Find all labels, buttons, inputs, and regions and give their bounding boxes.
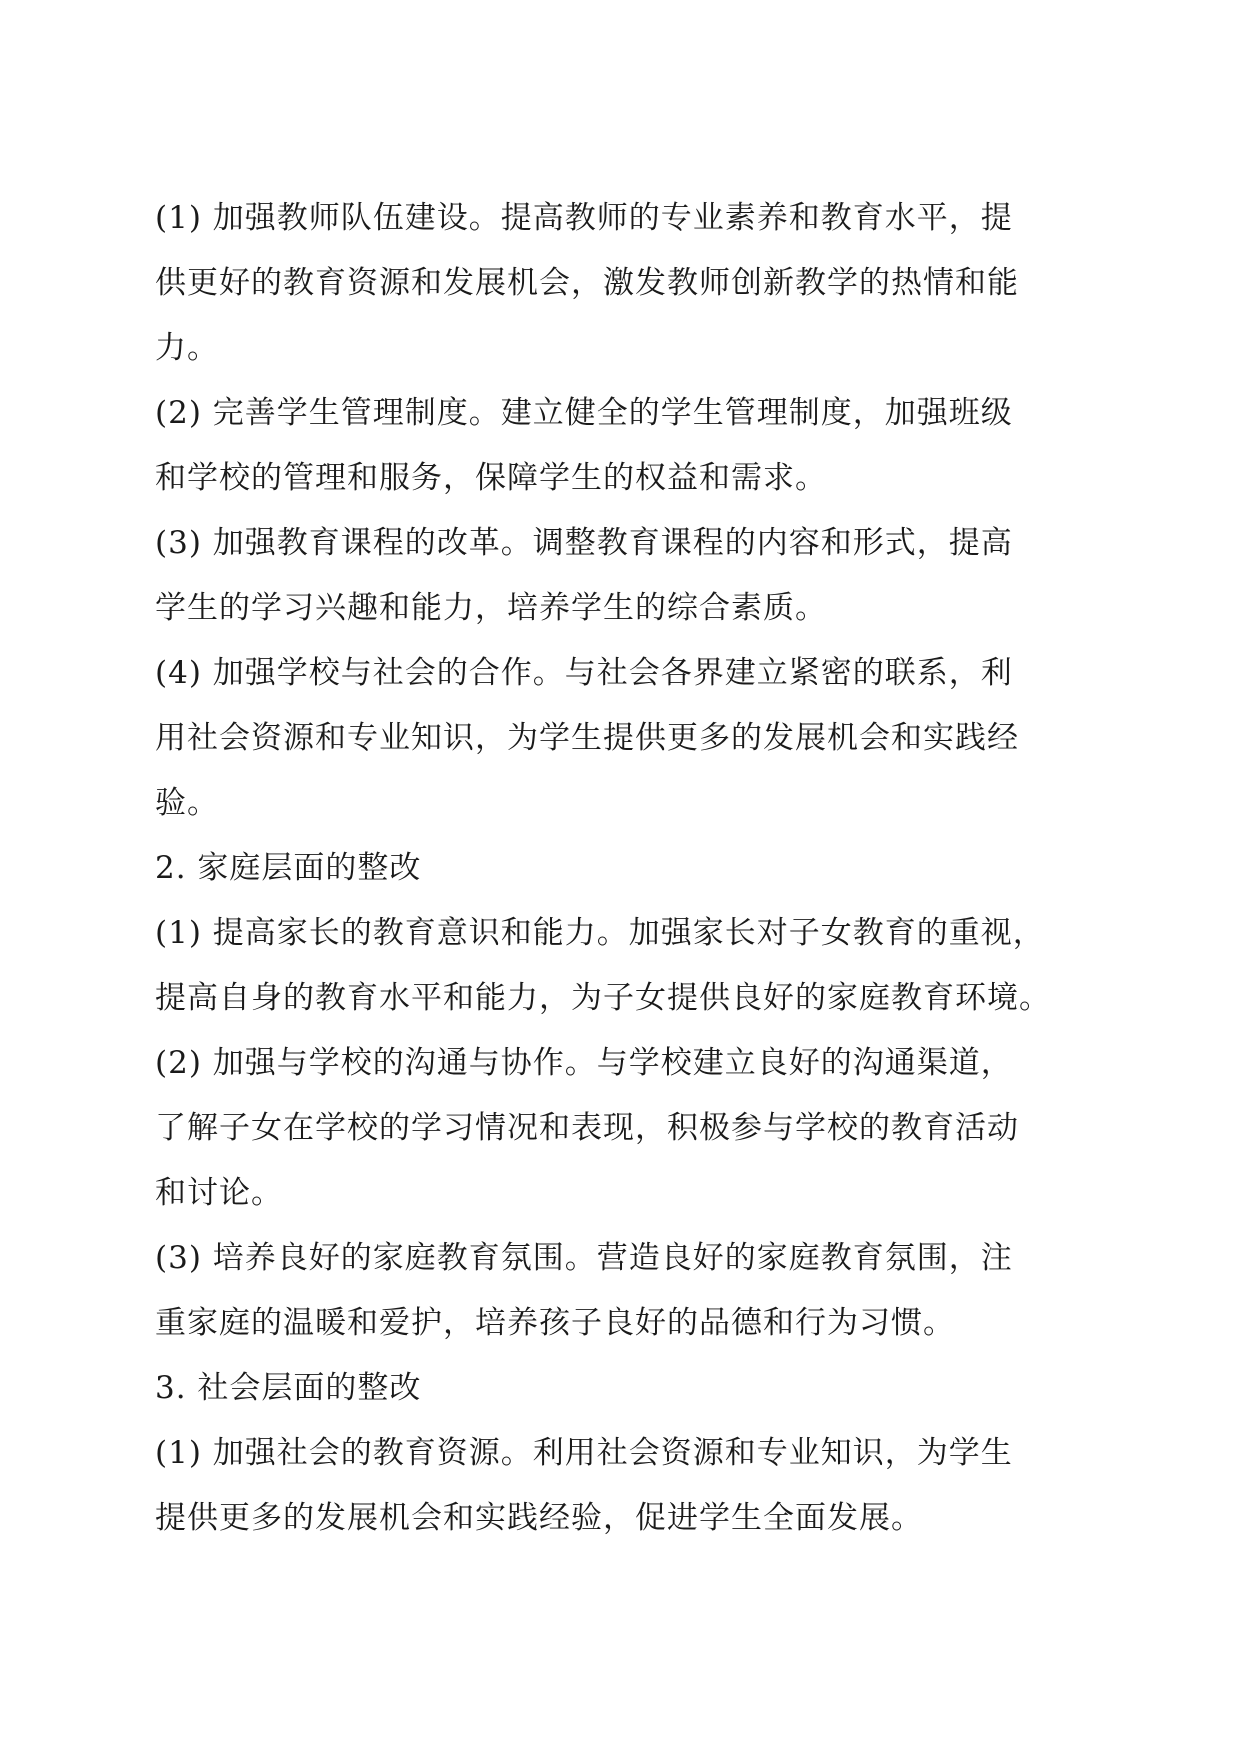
paragraph-family-2 [155,1031,1085,1226]
text-line: 用社会资源和专业知识，为学生提供更多的发展机会和实践经 [155,720,1019,756]
text-line: (2) 加强与学校的沟通与协作。与学校建立良好的沟通渠道， [155,1045,1013,1081]
paragraph-school-2 [155,381,1085,511]
text-line: 提高自身的教育水平和能力，为子女提供良好的家庭教育环境。 [155,980,1051,1016]
text-line: (1) 加强教师队伍建设。提高教师的专业素养和教育水平，提 [155,200,1013,236]
heading-line: 2. 家庭层面的整改 [155,850,422,886]
paragraph-family-1 [155,901,1085,1031]
section-heading-family [155,836,1085,901]
paragraph-society-1 [155,1421,1085,1551]
text-line: 力。 [155,330,219,366]
heading-line: 3. 社会层面的整改 [155,1370,422,1406]
paragraph-school-1 [155,186,1085,381]
text-line: (1) 提高家长的教育意识和能力。加强家长对子女教育的重视， [155,915,1045,951]
paragraph-school-4 [155,641,1085,836]
text-line: (2) 完善学生管理制度。建立健全的学生管理制度，加强班级 [155,395,1013,431]
text-line: 了解子女在学校的学习情况和表现，积极参与学校的教育活动 [155,1110,1019,1146]
text-line: (1) 加强社会的教育资源。利用社会资源和专业知识，为学生 [155,1435,1013,1471]
section-heading-society [155,1356,1085,1421]
text-line: 重家庭的温暖和爱护，培养孩子良好的品德和行为习惯。 [155,1305,955,1341]
text-line: 学生的学习兴趣和能力，培养学生的综合素质。 [155,590,827,626]
text-line: 和学校的管理和服务，保障学生的权益和需求。 [155,460,827,496]
text-line: 提供更多的发展机会和实践经验，促进学生全面发展。 [155,1500,923,1536]
text-line: 和讨论。 [155,1175,283,1211]
text-line: 验。 [155,785,219,821]
paragraph-school-3 [155,511,1085,641]
document-body [155,186,1085,1551]
text-line: (3) 加强教育课程的改革。调整教育课程的内容和形式，提高 [155,525,1013,561]
text-line: 供更好的教育资源和发展机会，激发教师创新教学的热情和能 [155,265,1019,301]
text-line: (3) 培养良好的家庭教育氛围。营造良好的家庭教育氛围，注 [155,1240,1013,1276]
paragraph-family-3 [155,1226,1085,1356]
text-line: (4) 加强学校与社会的合作。与社会各界建立紧密的联系，利 [155,655,1013,691]
